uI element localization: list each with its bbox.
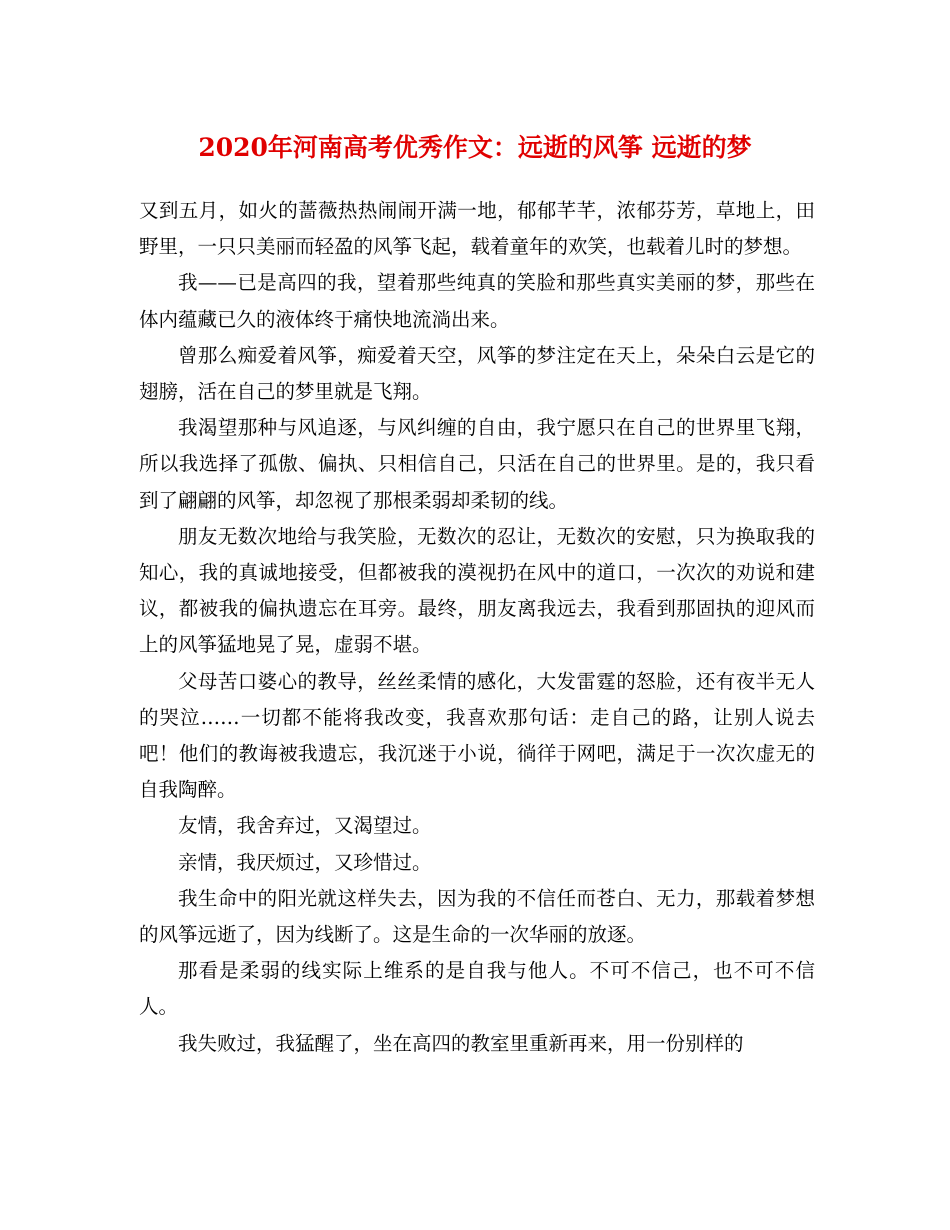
paragraph: 朋友无数次地给与我笑脸，无数次的忍让，无数次的安慰，只为换取我的知心，我的真诚地接受，但都被我的漠视扔在风中的道口，一次次的劝说和建议，都被我的偏执遗忘在耳旁。最终，朋友离我远去，我看到那固执的迎风而上的风筝猛地晃了晃，虚弱不堪。 bbox=[139, 524, 815, 657]
paragraph: 我——已是高四的我，望着那些纯真的笑脸和那些真实美丽的梦，那些在体内蕴藏已久的液体终于痛快地流淌出来。 bbox=[139, 271, 815, 331]
document-body bbox=[139, 193, 815, 1062]
paragraph: 曾那么痴爱着风筝，痴爱着天空，风筝的梦注定在天上，朵朵白云是它的翅膀，活在自己的梦里就是飞翔。 bbox=[139, 343, 815, 404]
paragraph: 我渴望那种与风追逐，与风纠缠的自由，我宁愿只在自己的世界里飞翔，所以我选择了孤傲、偏执、只相信自己，只活在自己的世界里。是的，我只看到了翩翩的风筝，却忽视了那根柔弱却柔韧的线。 bbox=[139, 416, 815, 512]
paragraph: 父母苦口婆心的教导，丝丝柔情的感化，大发雷霆的怒脸，还有夜半无人的哭泣……一切都不能将我改变，我喜欢那句话：走自己的路，让别人说去吧！他们的教诲被我遗忘，我沉迷于小说，徜徉于网吧，满足于一次次虚无的自我陶醉。 bbox=[139, 669, 815, 802]
document-title: 2020年河南高考优秀作文：远逝的风筝 远逝的梦 bbox=[198, 133, 752, 162]
paragraph: 又到五月，如火的蔷薇热热闹闹开满一地，郁郁芊芊，浓郁芬芳，草地上，田野里，一只只美丽而轻盈的风筝飞起，载着童年的欢笑，也载着儿时的梦想。 bbox=[139, 199, 815, 259]
paragraph: 那看是柔弱的线实际上维系的是自我与他人。不可不信己，也不可不信人。 bbox=[139, 959, 815, 1019]
paragraph: 友情，我舍弃过，又渴望过。 bbox=[178, 814, 432, 838]
paragraph: 亲情，我厌烦过，又珍惜过。 bbox=[178, 850, 432, 874]
paragraph: 我失败过，我猛醒了，坐在高四的教室里重新再来，用一份别样的 bbox=[178, 1031, 744, 1055]
paragraph: 我生命中的阳光就这样失去，因为我的不信任而苍白、无力，那载着梦想的风筝远逝了，因为线断了。这是生命的一次华丽的放逐。 bbox=[139, 886, 815, 947]
